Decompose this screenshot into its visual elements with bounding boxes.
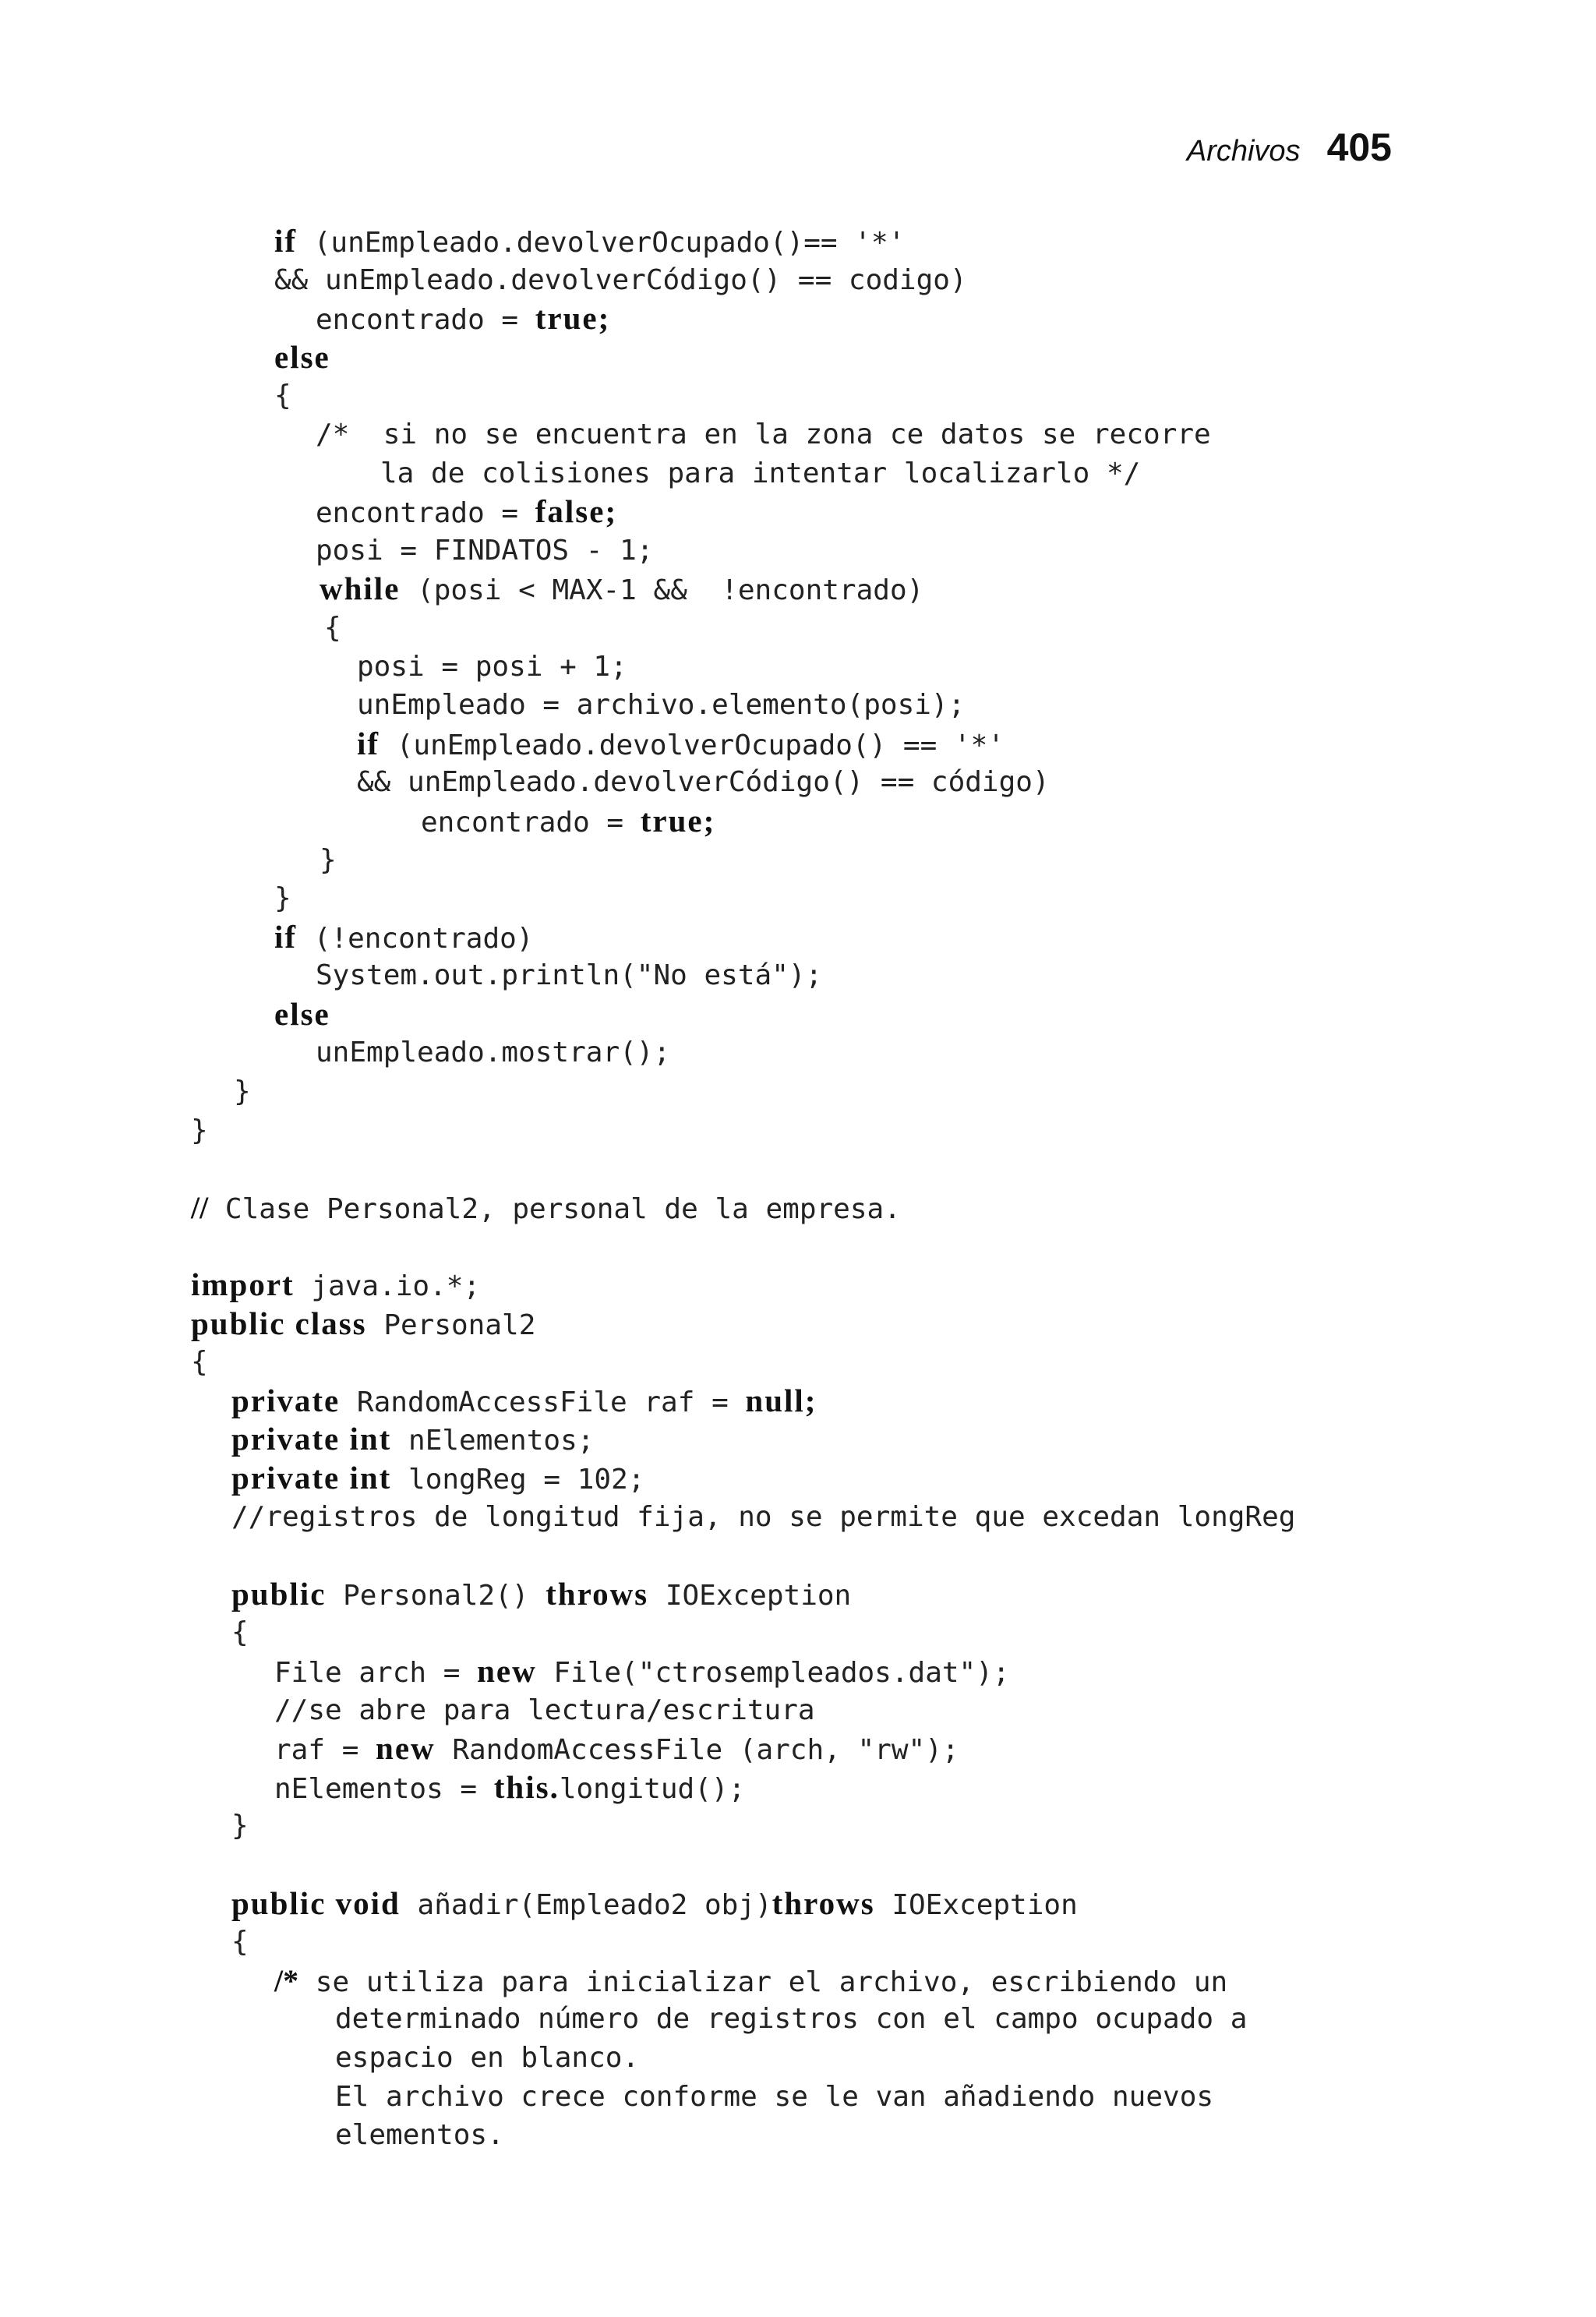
code-line (0, 1033, 1596, 1072)
code-text: { (231, 1926, 249, 1959)
code-text: encontrado = (316, 497, 535, 530)
code-text: RandomAccessFile (arch, "rw"); (435, 1734, 959, 1767)
code-text: determinado número de registros con el campo ocupado a (335, 2003, 1248, 2036)
code-text: encontrado = (421, 806, 641, 839)
code-text: System.out.println("No está"); (316, 959, 823, 992)
code-text: { (231, 1616, 249, 1649)
code-line (0, 1768, 1596, 1807)
code-text: raf = (274, 1734, 376, 1767)
code-text: (unEmpleado.devolverOcupado()== '*' (297, 227, 906, 259)
code-text: posi = FINDATOS - 1; (316, 534, 654, 567)
code-line (0, 493, 1596, 532)
code-line (0, 1266, 1596, 1305)
code-line (0, 2000, 1596, 2039)
code-keyword: new (376, 1730, 436, 1767)
code-line (0, 879, 1596, 918)
code-text: elementos. (335, 2119, 504, 2152)
code-line (0, 1343, 1596, 1382)
code-keyword: true; (640, 802, 716, 839)
code-text: se utiliza para inicializar el archivo, escribiendo un (298, 1966, 1228, 1998)
code-text: File("ctrosempleados.dat"); (536, 1656, 1010, 1689)
code-text: } (234, 1075, 251, 1108)
code-keyword: false; (535, 493, 618, 530)
code-text: } (320, 843, 337, 876)
code-line (0, 570, 1596, 609)
code-line (0, 1459, 1596, 1498)
code-text: unEmpleado.mostrar(); (316, 1037, 671, 1069)
code-line (0, 1189, 1596, 1227)
code-line (0, 1420, 1596, 1459)
code-text: } (274, 882, 291, 915)
code-text: //se abre para lectura/escritura (274, 1694, 815, 1726)
code-line (0, 454, 1596, 493)
code-text: nElementos = (274, 1772, 494, 1805)
code-line (0, 1150, 1596, 1189)
code-text: /* (274, 1962, 299, 1998)
code-keyword: public void (231, 1884, 401, 1921)
code-text: /* si no se encuentra en la zona ce datos se recorre (316, 418, 1211, 450)
code-text: posi = posi + 1; (357, 650, 627, 683)
code-line (0, 1884, 1596, 1923)
code-text: Personal2 (366, 1309, 536, 1341)
code-line (0, 1691, 1596, 1730)
code-line (0, 376, 1596, 415)
code-keyword: if (274, 223, 298, 259)
code-line (0, 1613, 1596, 1652)
code-text: && unEmpleado.devolverCódigo() == codigo) (274, 263, 967, 296)
code-keyword: private (231, 1382, 341, 1418)
code-line (0, 686, 1596, 725)
code-text: java.io.*; (294, 1270, 481, 1303)
code-keyword: public class (191, 1305, 367, 1341)
code-text: //registros de longitud fija, no se permite que excedan longReg (231, 1500, 1296, 1533)
code-text: encontrado = (316, 304, 535, 337)
code-keyword: if (357, 725, 380, 761)
code-keyword: else (274, 995, 330, 1032)
code-line (0, 1962, 1596, 2001)
code-line (0, 1227, 1596, 1266)
code-line (0, 1845, 1596, 1884)
code-text: && unEmpleado.devolverCódigo() == código) (357, 766, 1050, 799)
code-keyword: private int (231, 1460, 392, 1496)
code-text: } (231, 1810, 249, 1842)
code-line (0, 532, 1596, 570)
code-listing (0, 222, 1596, 2155)
code-keyword: throws (772, 1884, 875, 1921)
code-line (0, 1729, 1596, 1768)
code-text: Clase Personal2, personal de la empresa. (208, 1192, 901, 1225)
code-line (0, 763, 1596, 802)
code-line (0, 1652, 1596, 1691)
code-text: longReg = 102; (391, 1464, 645, 1496)
code-line (0, 2039, 1596, 2078)
code-keyword: while (320, 570, 401, 607)
code-text: } (191, 1114, 208, 1146)
code-line (0, 415, 1596, 454)
code-keyword: true; (535, 300, 611, 337)
code-text: IOException (648, 1579, 852, 1612)
code-text: la de colisiones para intentar localizarlo */ (380, 457, 1141, 489)
code-text: longitud(); (559, 1772, 746, 1805)
code-line (0, 648, 1596, 687)
code-line (0, 1536, 1596, 1575)
code-text: // (191, 1189, 209, 1225)
code-line (0, 1382, 1596, 1421)
code-line (0, 2078, 1596, 2117)
code-keyword: else (274, 338, 330, 375)
code-line (0, 338, 1596, 377)
code-text: nElementos; (391, 1425, 595, 1457)
code-line (0, 261, 1596, 300)
code-text: Personal2() (326, 1579, 546, 1612)
code-text: espacio en blanco. (335, 2041, 640, 2074)
code-text: { (324, 611, 341, 644)
code-text: File arch = (274, 1656, 478, 1689)
code-line (0, 1498, 1596, 1537)
page-number: 405 (1326, 125, 1392, 169)
code-line (0, 995, 1596, 1034)
code-text: El archivo crece conforme se le van añadiendo nuevos (335, 2080, 1214, 2113)
code-keyword: private int (231, 1421, 392, 1457)
code-line (0, 2116, 1596, 2155)
code-line (0, 1072, 1596, 1111)
code-text: (posi < MAX-1 && !encontrado) (400, 574, 924, 607)
code-keyword: import (191, 1266, 295, 1303)
code-line (0, 841, 1596, 880)
code-text: IOException (874, 1888, 1078, 1921)
code-line (0, 1305, 1596, 1344)
running-head (1187, 125, 1392, 170)
code-text: (!encontrado) (297, 922, 534, 955)
code-text: { (191, 1346, 208, 1379)
code-keyword: null; (745, 1382, 817, 1418)
code-line (0, 1575, 1596, 1614)
code-line (0, 1111, 1596, 1150)
code-text: { (274, 380, 291, 412)
code-keyword: this. (493, 1768, 560, 1805)
code-line (0, 1923, 1596, 1962)
code-line (0, 299, 1596, 338)
code-text: unEmpleado = archivo.elemento(posi); (357, 689, 966, 722)
code-line (0, 1807, 1596, 1845)
code-keyword: if (274, 918, 298, 955)
code-line (0, 222, 1596, 261)
code-text: (unEmpleado.devolverOcupado() == '*' (380, 729, 1005, 761)
code-keyword: new (477, 1652, 537, 1689)
code-keyword: public (231, 1575, 327, 1612)
code-line (0, 802, 1596, 841)
section-name: Archivos (1186, 135, 1301, 168)
code-text: RandomAccessFile raf = (340, 1386, 746, 1418)
code-line (0, 609, 1596, 648)
code-line (0, 918, 1596, 957)
code-keyword: throws (546, 1575, 649, 1612)
code-line (0, 725, 1596, 764)
code-line (0, 956, 1596, 995)
code-text: añadir(Empleado2 obj) (400, 1888, 772, 1921)
